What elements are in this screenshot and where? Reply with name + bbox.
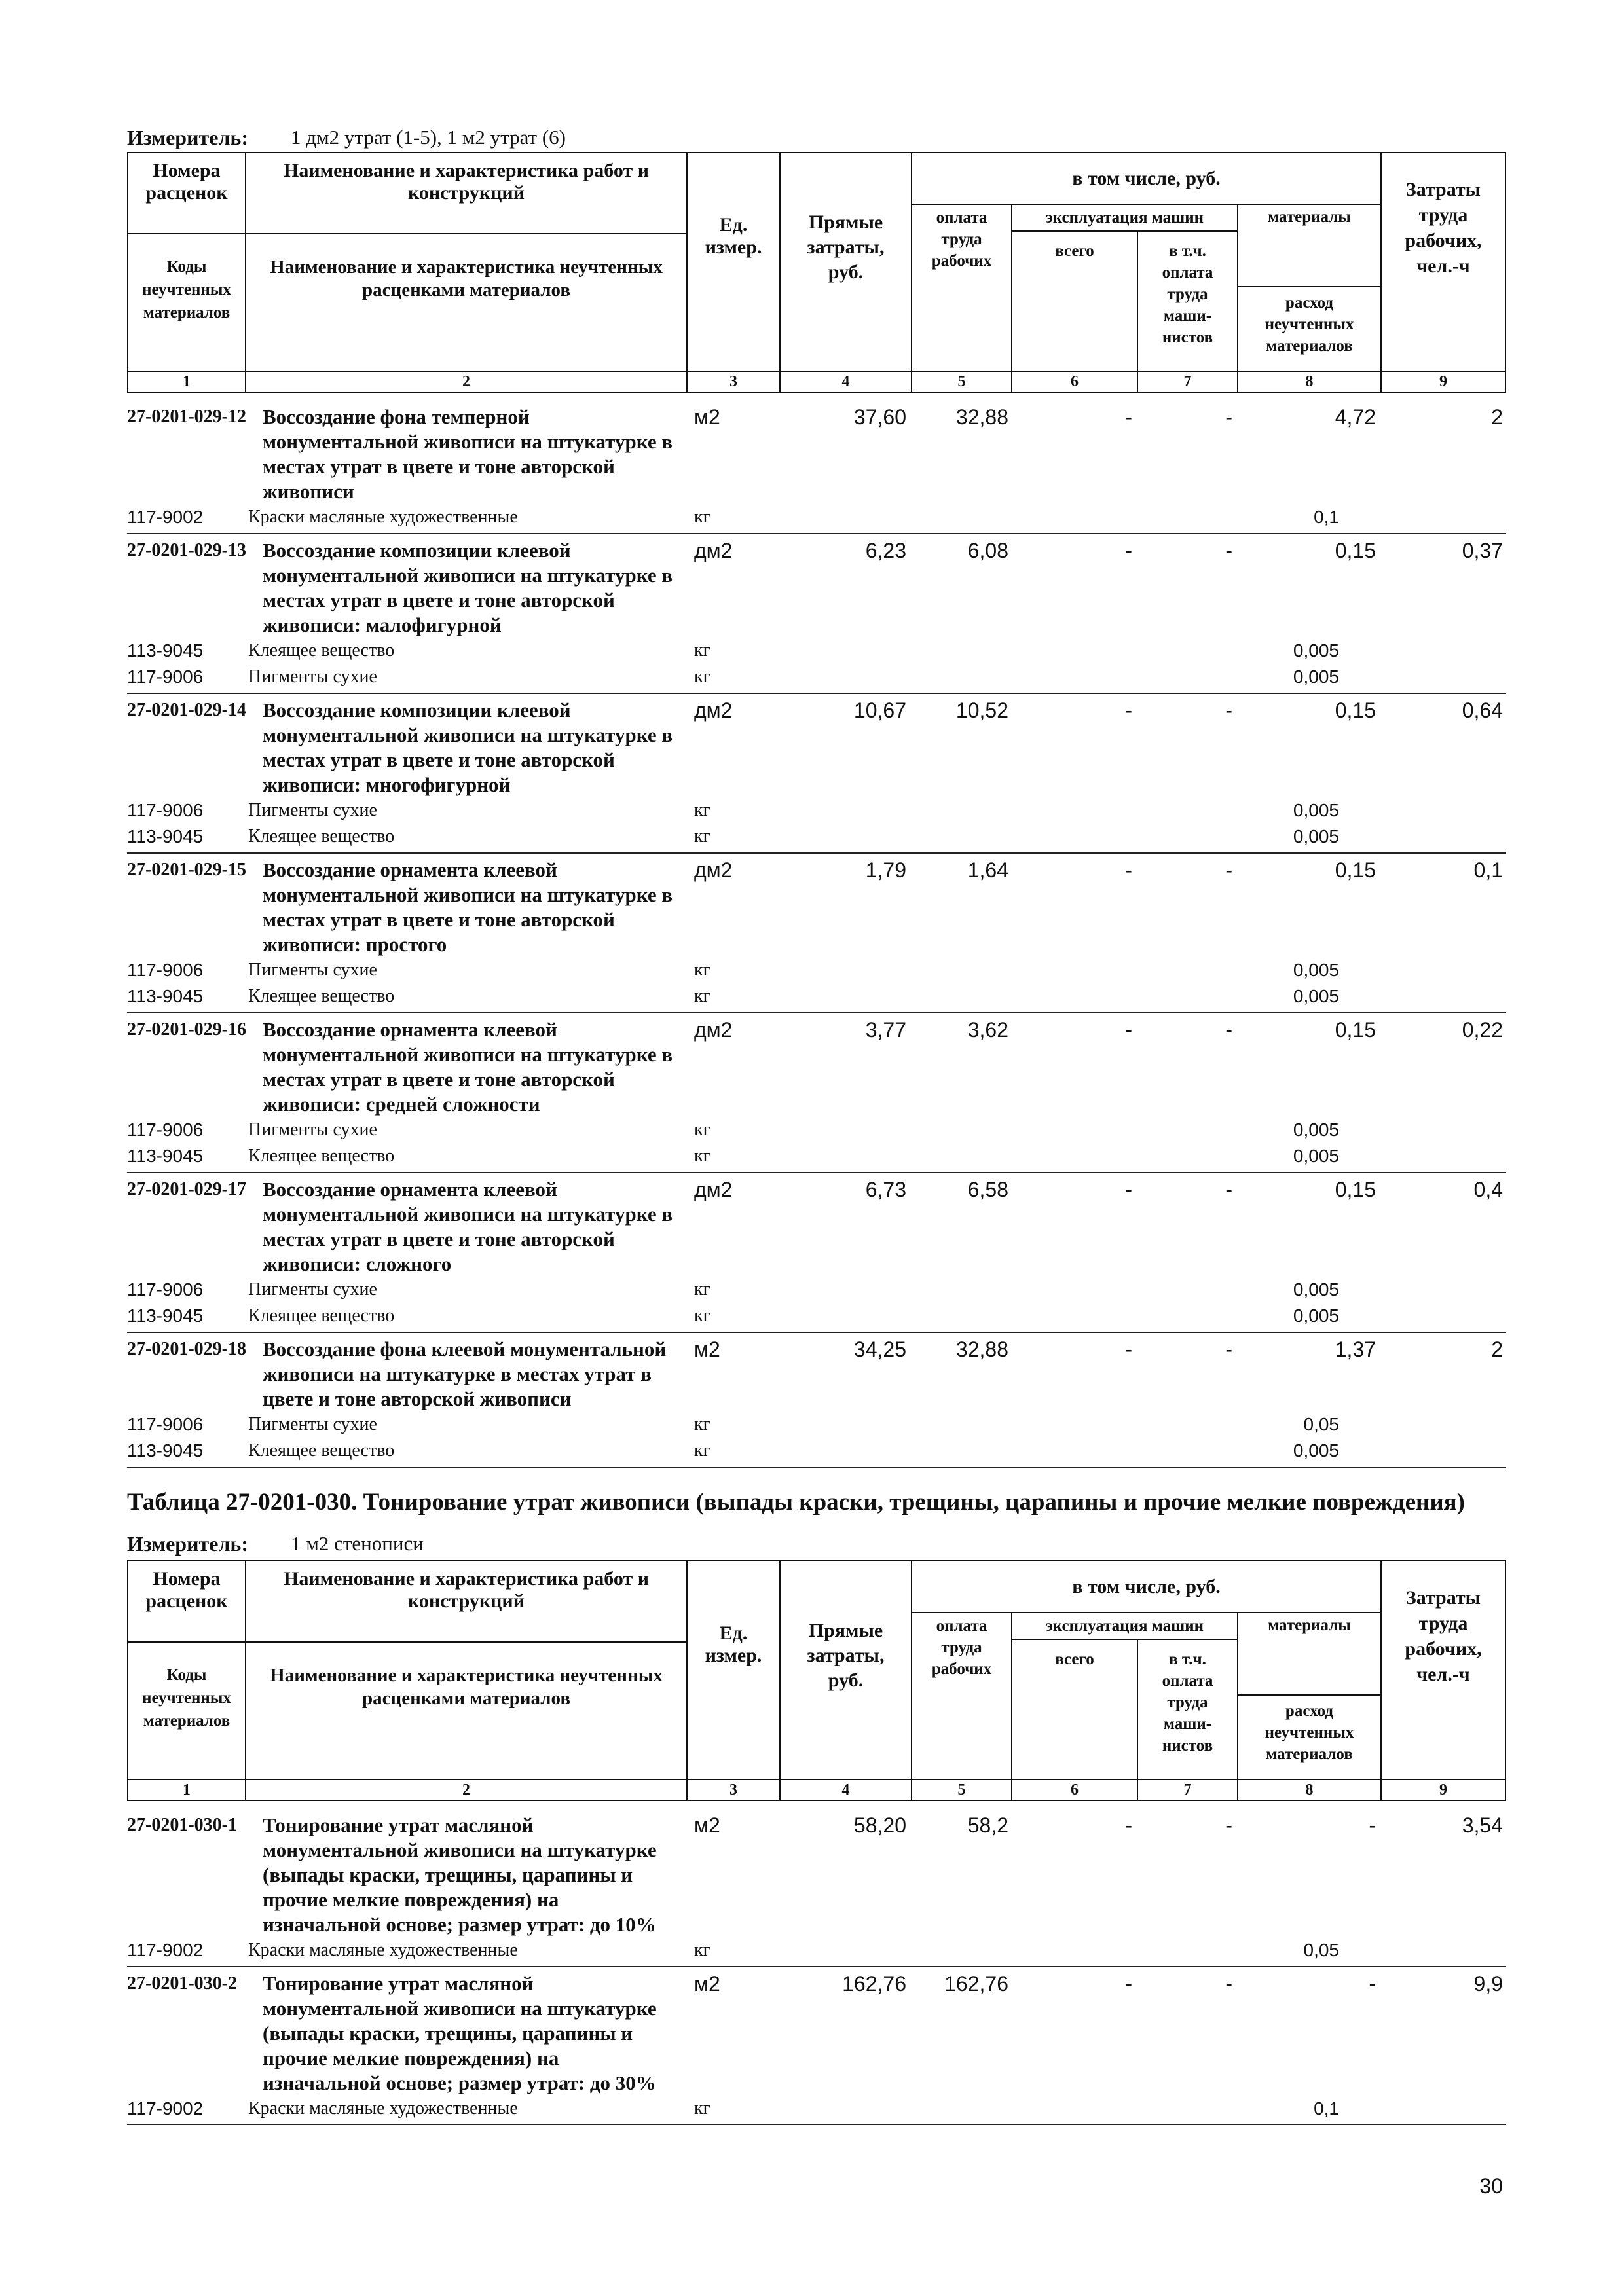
machine-labor-pay: - [1225,1177,1232,1201]
labor-hours: 2 [1491,1337,1503,1361]
column-number-3: 3 [686,1779,781,1801]
header-machine-total: всего [1011,230,1138,372]
header-direct-costs: Прямые затраты, руб. [779,1560,912,1780]
rate-name: Воссоздание композиции клеевой монументальной живописи на штукатурке в местах утрат в цвете и тоне авторской живописи: многофигурной [263,698,673,796]
machine-total: - [1125,538,1132,562]
material-row [127,504,1506,531]
material-unit: кг [694,640,711,661]
labor-pay: 32,88 [955,405,1008,429]
material-name: Клеящее вещество [248,1305,395,1326]
labor-hours: 3,54 [1462,1813,1503,1837]
materials-cost: 0,15 [1335,858,1376,882]
header-material-name: Наименование и характеристика неучтенных расценками материалов [245,233,688,372]
direct-costs: 162,76 [842,1971,906,1995]
material-name: Пигменты сухие [248,799,377,820]
material-code: 113-9045 [127,826,204,847]
column-number-9: 9 [1380,371,1506,393]
table-2-body [127,1809,1506,2125]
column-number-2: 2 [245,1779,688,1801]
column-number-1: 1 [127,371,246,393]
material-name: Краски масляные художественные [248,2098,518,2119]
rate-code: 27-0201-030-2 [127,1973,237,1994]
machine-total: - [1125,1971,1132,1995]
labor-pay: 3,62 [967,1017,1008,1042]
machine-total: - [1125,698,1132,722]
column-number-1: 1 [127,1779,246,1801]
material-code: 117-9006 [127,799,204,820]
direct-costs: 1,79 [865,858,906,882]
machine-labor-pay: - [1225,858,1232,882]
rate-code: 27-0201-029-14 [127,699,246,720]
material-code: 117-9006 [127,959,204,980]
rate-row [127,1337,1506,1412]
machine-total: - [1125,405,1132,429]
rate-name: Тонирование утрат масляной монументальной живописи на штукатурке (выпады краски, трещины, царапины и прочие мелкие повреждения) на изначальной основе; размер утрат: до 30% [263,1971,657,2094]
machine-labor-pay: - [1225,1813,1232,1837]
rate-code: 27-0201-029-12 [127,407,246,427]
labor-hours: 9,9 [1473,1971,1503,1995]
machine-labor-pay: - [1225,538,1232,562]
rate-unit: м2 [694,1971,720,1995]
rate-block [127,1333,1506,1468]
header-machine-total: всего [1011,1639,1138,1780]
material-code: 117-9006 [127,1279,204,1300]
material-quantity: 0,005 [1293,1279,1339,1300]
table-2-title: Таблица 27-0201-030. Тонирование утрат живописи (выпады краски, трещины, царапины и прочие мелкие повреждения) [127,1489,1465,1516]
material-name: Краски масляные художественные [248,1940,518,1960]
header-machine-operation: эксплуатация машин [1011,204,1238,232]
material-code: 113-9045 [127,1305,204,1326]
material-code: 113-9045 [127,1146,204,1166]
material-quantity: 0,005 [1293,799,1339,820]
header-including: в том числе, руб. [911,1560,1382,1613]
header-machine-operation: эксплуатация машин [1011,1612,1238,1640]
column-number-5: 5 [911,1779,1012,1801]
material-row [127,957,1506,984]
material-row [127,638,1506,665]
materials-cost: 0,15 [1335,1017,1376,1042]
header-materials: материалы [1237,204,1382,287]
rate-block [127,854,1506,1013]
rate-row [127,1177,1506,1277]
material-unit: кг [694,799,711,820]
page-number: 30 [1479,2174,1503,2198]
material-unit: кг [694,959,711,980]
rate-name: Воссоздание фона темперной монументальной живописи на штукатурке в местах утрат в цвете и тоне авторской живописи [263,405,673,503]
material-code: 117-9002 [127,507,204,527]
material-row [127,983,1506,1010]
material-name: Клеящее вещество [248,986,395,1006]
rate-name: Воссоздание фона клеевой монументальной живописи на штукатурке в местах утрат в цвете и тоне авторской живописи [263,1337,667,1410]
material-quantity: 0,005 [1293,959,1339,980]
measure-label: Измеритель: [127,1532,248,1556]
material-quantity: 0,005 [1293,826,1339,847]
labor-hours: 2 [1491,405,1503,429]
material-row [127,664,1506,691]
table-2-header [127,1560,1506,1801]
material-quantity: 0,05 [1303,1413,1339,1434]
machine-labor-pay: - [1225,1337,1232,1361]
material-row [127,1937,1506,1964]
rate-code: 27-0201-029-15 [127,859,246,880]
rate-code: 27-0201-030-1 [127,1815,237,1835]
material-quantity: 0,005 [1293,1305,1339,1326]
rate-unit: дм2 [694,858,733,882]
machine-labor-pay: - [1225,1017,1232,1042]
rate-row [127,1017,1506,1117]
column-number-9: 9 [1380,1779,1506,1801]
material-name: Клеящее вещество [248,640,395,661]
column-number-4: 4 [779,1779,912,1801]
material-unit: кг [694,826,711,847]
direct-costs: 3,77 [865,1017,906,1042]
direct-costs: 37,60 [853,405,906,429]
rate-unit: м2 [694,1337,720,1361]
material-name: Пигменты сухие [248,959,377,980]
material-unit: кг [694,1413,711,1434]
rate-block [127,1967,1506,2126]
labor-hours: 0,4 [1473,1177,1503,1201]
header-materials: материалы [1237,1612,1382,1696]
header-materials-consumption: расход неучтенных материалов [1237,286,1382,372]
rate-row [127,858,1506,957]
header-machine-labor: в т.ч. оплата труда маши- нистов [1137,230,1238,372]
material-unit: кг [694,666,711,687]
rate-code: 27-0201-029-16 [127,1019,246,1040]
labor-hours: 0,1 [1473,858,1503,882]
header-machine-labor: в т.ч. оплата труда маши- нистов [1137,1639,1238,1780]
material-name: Пигменты сухие [248,1413,377,1434]
material-row [127,1303,1506,1330]
material-unit: кг [694,1305,711,1326]
material-quantity: 0,005 [1293,640,1339,661]
labor-pay: 10,52 [955,698,1008,722]
material-row [127,2096,1506,2123]
header-direct-costs: Прямые затраты, руб. [779,152,912,372]
column-number-7: 7 [1137,371,1238,393]
header-labor-pay: оплата труда рабочих [911,1612,1012,1780]
material-code: 117-9006 [127,666,204,687]
labor-hours: 0,37 [1462,538,1503,562]
material-quantity: 0,005 [1293,986,1339,1006]
material-name: Клеящее вещество [248,1440,395,1461]
machine-labor-pay: - [1225,698,1232,722]
material-quantity: 0,005 [1293,1146,1339,1166]
machine-total: - [1125,858,1132,882]
table-1-header [127,152,1506,393]
rate-unit: м2 [694,1813,720,1837]
header-materials-consumption: расход неучтенных материалов [1237,1694,1382,1780]
column-number-7: 7 [1137,1779,1238,1801]
rate-block [127,1013,1506,1173]
header-material-codes: Коды неучтенных материалов [127,233,246,372]
materials-cost: 0,15 [1335,698,1376,722]
material-quantity: 0,05 [1303,1940,1339,1960]
material-code: 113-9045 [127,1440,204,1461]
material-code: 117-9006 [127,1119,204,1140]
labor-pay: 32,88 [955,1337,1008,1361]
material-unit: кг [694,1440,711,1461]
rate-code: 27-0201-029-17 [127,1178,246,1199]
material-code: 113-9045 [127,640,204,661]
direct-costs: 10,67 [853,698,906,722]
table-1-body [127,401,1506,1468]
labor-pay: 6,58 [967,1177,1008,1201]
rate-unit: дм2 [694,698,733,722]
rate-block [127,694,1506,854]
machine-labor-pay: - [1225,1971,1232,1995]
header-labor-hours: Затраты труда рабочих, чел.-ч [1380,152,1506,372]
labor-pay: 162,76 [944,1971,1008,1995]
material-unit: кг [694,507,711,527]
rate-row [127,698,1506,797]
material-name: Клеящее вещество [248,826,395,847]
material-name: Краски масляные художественные [248,507,518,527]
rate-row [127,538,1506,638]
direct-costs: 34,25 [853,1337,906,1361]
header-unit: Ед. измер. [686,1560,781,1780]
materials-cost: 4,72 [1335,405,1376,429]
direct-costs: 58,20 [853,1813,906,1837]
header-material-name: Наименование и характеристика неучтенных расценками материалов [245,1641,688,1780]
header-labor-hours: Затраты труда рабочих, чел.-ч [1380,1560,1506,1780]
machine-total: - [1125,1337,1132,1361]
column-number-6: 6 [1011,371,1138,393]
machine-labor-pay: - [1225,405,1232,429]
column-number-6: 6 [1011,1779,1138,1801]
header-labor-pay: оплата труда рабочих [911,204,1012,372]
rate-block [127,401,1506,534]
labor-hours: 0,64 [1462,698,1503,722]
labor-pay: 1,64 [967,858,1008,882]
material-quantity: 0,005 [1293,1440,1339,1461]
table-1-measure [127,124,1044,151]
material-name: Пигменты сухие [248,666,377,687]
header-work-name: Наименование и характеристика работ и конструкций [245,152,688,234]
machine-total: - [1125,1017,1132,1042]
material-code: 113-9045 [127,986,204,1006]
header-work-name: Наименование и характеристика работ и конструкций [245,1560,688,1643]
column-number-2: 2 [245,371,688,393]
material-row [127,824,1506,850]
rate-row [127,1971,1506,2096]
rate-unit: м2 [694,405,720,429]
rate-code: 27-0201-029-13 [127,539,246,560]
material-code: 117-9006 [127,1413,204,1434]
rate-unit: дм2 [694,1017,733,1042]
measure-value: 1 дм2 утрат (1-5), 1 м2 утрат (6) [291,126,566,149]
material-row [127,1143,1506,1170]
machine-total: - [1125,1177,1132,1201]
measure-label: Измеритель: [127,126,248,149]
header-unit: Ед. измер. [686,152,781,372]
labor-pay: 6,08 [967,538,1008,562]
rate-row [127,405,1506,504]
materials-cost: - [1369,1813,1376,1837]
material-name: Пигменты сухие [248,1119,377,1140]
direct-costs: 6,23 [865,538,906,562]
material-quantity: 0,1 [1314,2098,1339,2119]
column-number-3: 3 [686,371,781,393]
rate-name: Воссоздание орнамента клеевой монументальной живописи на штукатурке в местах утрат в цвете и тоне авторской живописи: сложного [263,1177,673,1275]
labor-pay: 58,2 [967,1813,1008,1837]
material-code: 117-9002 [127,2098,204,2119]
material-unit: кг [694,1119,711,1140]
header-rate-numbers: Номера расценок [127,1560,246,1643]
material-unit: кг [694,986,711,1006]
material-name: Клеящее вещество [248,1146,395,1166]
materials-cost: - [1369,1971,1376,1995]
measure-value: 1 м2 стенописи [291,1532,424,1555]
machine-total: - [1125,1813,1132,1837]
rate-unit: дм2 [694,1177,733,1201]
header-rate-numbers: Номера расценок [127,152,246,234]
rate-unit: дм2 [694,538,733,562]
materials-cost: 1,37 [1335,1337,1376,1361]
rate-name: Тонирование утрат масляной монументальной живописи на штукатурке (выпады краски, трещины, царапины и прочие мелкие повреждения) на изначальной основе; размер утрат: до 10% [263,1813,657,1936]
header-including: в том числе, руб. [911,152,1382,205]
direct-costs: 6,73 [865,1177,906,1201]
rate-name: Воссоздание композиции клеевой монументальной живописи на штукатурке в местах утрат в цвете и тоне авторской живописи: малофигурной [263,538,673,636]
material-row [127,1438,1506,1465]
labor-hours: 0,22 [1462,1017,1503,1042]
rate-block [127,1809,1506,1967]
material-row [127,1277,1506,1303]
column-number-5: 5 [911,371,1012,393]
material-row [127,797,1506,824]
materials-cost: 0,15 [1335,1177,1376,1201]
column-number-8: 8 [1237,1779,1382,1801]
material-unit: кг [694,1146,711,1166]
header-material-codes: Коды неучтенных материалов [127,1641,246,1780]
rate-name: Воссоздание орнамента клеевой монументальной живописи на штукатурке в местах утрат в цвете и тоне авторской живописи: простого [263,858,673,956]
material-quantity: 0,005 [1293,1119,1339,1140]
table-2-measure [127,1531,1044,1557]
rate-name: Воссоздание орнамента клеевой монументальной живописи на штукатурке в местах утрат в цвете и тоне авторской живописи: средней сложности [263,1017,673,1116]
rate-block [127,1173,1506,1333]
material-unit: кг [694,2098,711,2119]
column-number-4: 4 [779,371,912,393]
material-row [127,1117,1506,1144]
material-quantity: 0,005 [1293,666,1339,687]
rate-row [127,1813,1506,1937]
material-row [127,1412,1506,1438]
material-code: 117-9002 [127,1940,204,1960]
material-name: Пигменты сухие [248,1279,377,1300]
materials-cost: 0,15 [1335,538,1376,562]
rate-block [127,534,1506,694]
rate-code: 27-0201-029-18 [127,1338,246,1359]
material-unit: кг [694,1279,711,1300]
material-quantity: 0,1 [1314,507,1339,527]
material-unit: кг [694,1940,711,1960]
column-number-8: 8 [1237,371,1382,393]
